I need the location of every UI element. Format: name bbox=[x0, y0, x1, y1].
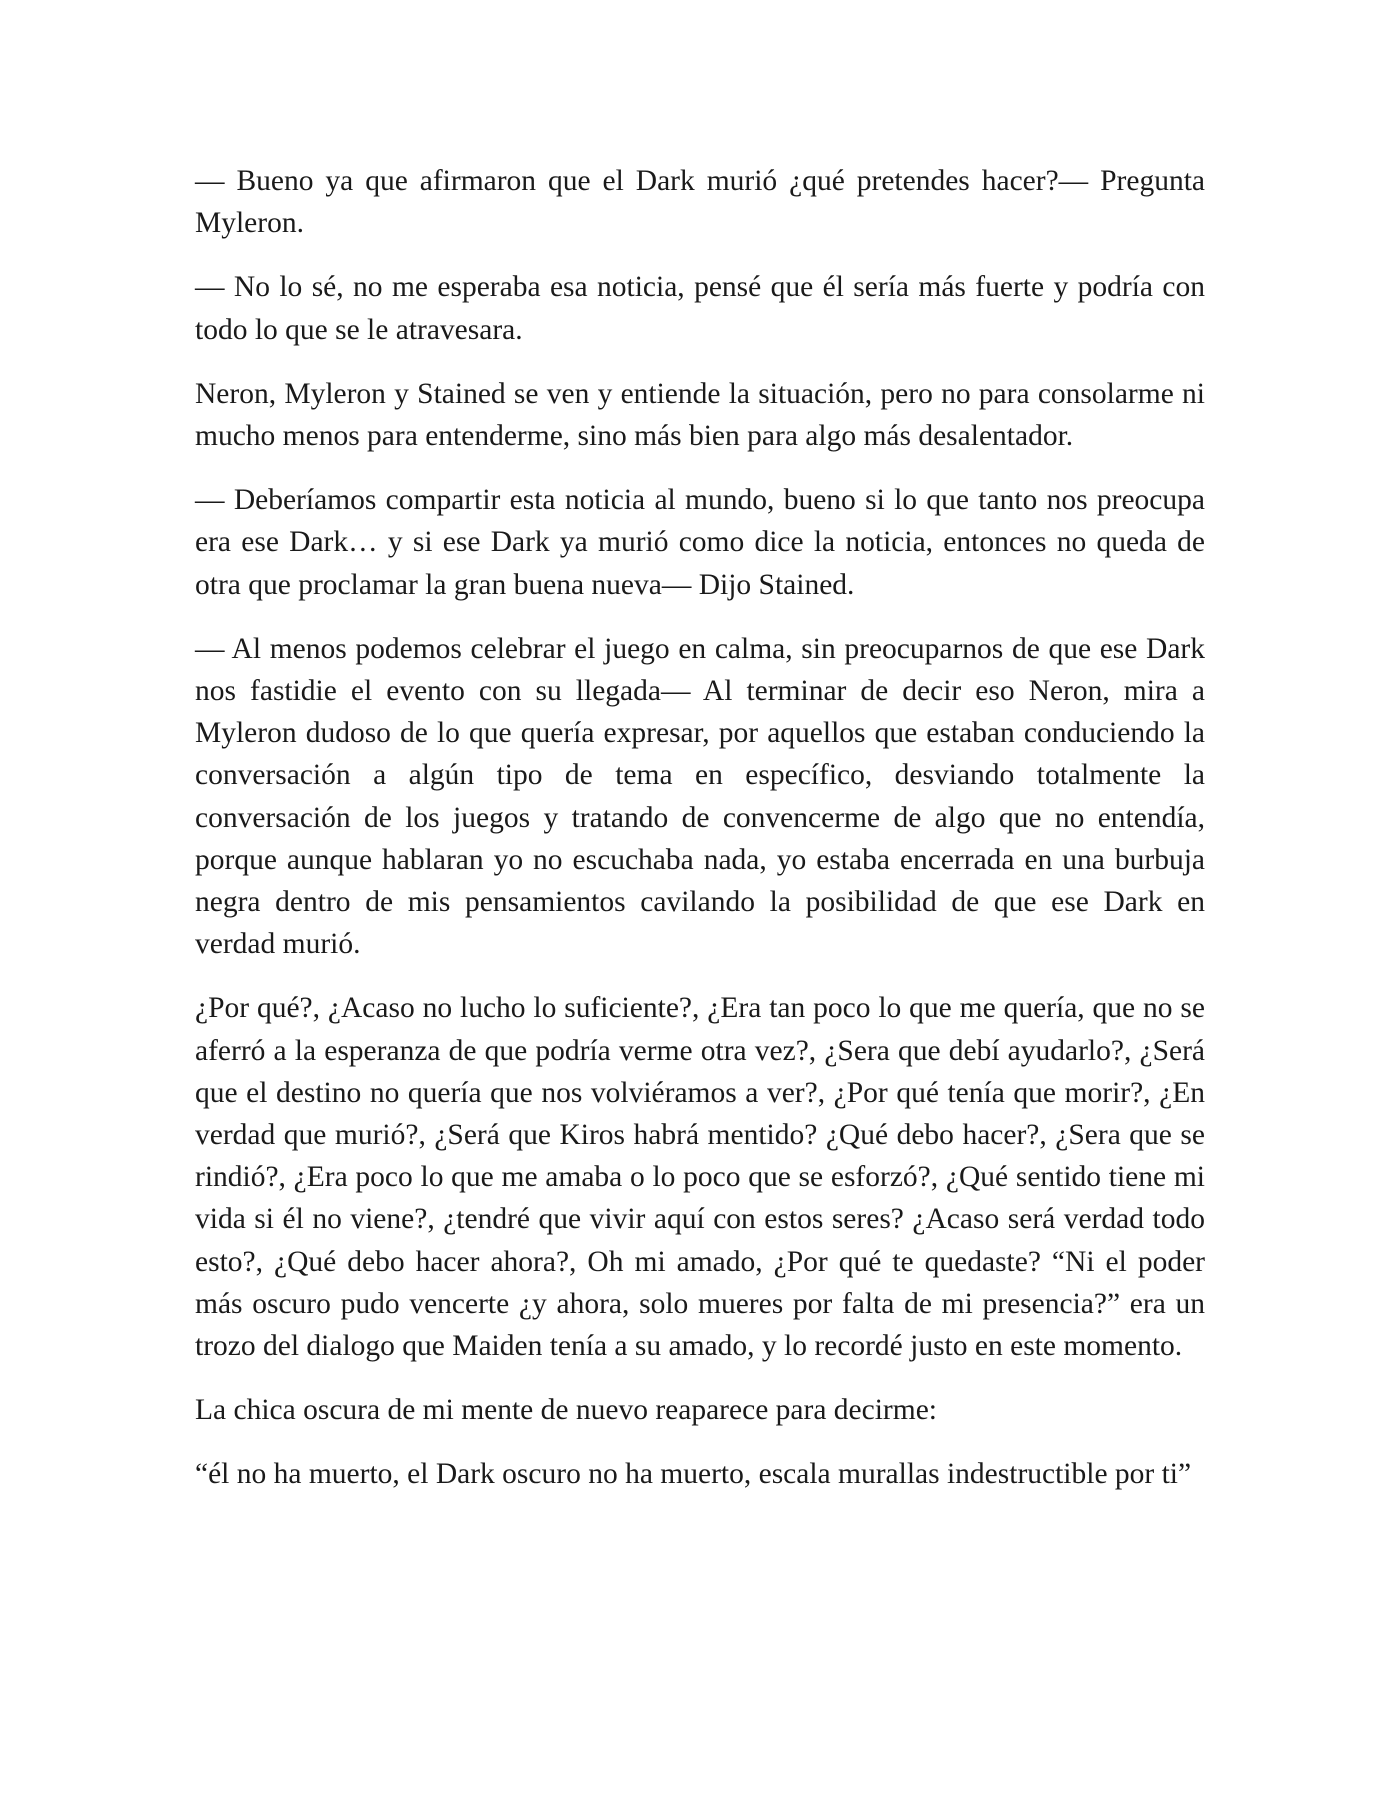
paragraph-8: “él no ha muerto, el Dark oscuro no ha muerto, escala murallas indestructible por ti” bbox=[195, 1458, 1192, 1491]
paragraph-3: Neron, Myleron y Stained se ven y entiende la situación, pero no para consolarme ni mucho menos para entenderme, sino más bien para algo más desalentador. bbox=[195, 377, 1205, 453]
document-page bbox=[195, 160, 1205, 1518]
paragraph-1: — Bueno ya que afirmaron que el Dark murió ¿qué pretendes hacer?— Pregunta Myleron. bbox=[195, 165, 1205, 240]
paragraph-2: — No lo sé, no me esperaba esa noticia, pensé que él sería más fuerte y podría con todo lo que se le atravesara. bbox=[195, 271, 1205, 346]
paragraph-7: La chica oscura de mi mente de nuevo reaparece para decirme: bbox=[195, 1394, 937, 1427]
paragraph-4: — Deberíamos compartir esta noticia al mundo, bueno si lo que tanto nos preocupa era ese Dark… y si ese Dark ya murió como dice la noticia, entonces no queda de otra que proclamar la gran buena nueva— Dijo Stained. bbox=[195, 484, 1205, 601]
paragraph-5: — Al menos podemos celebrar el juego en calma, sin preocuparnos de que ese Dark nos fastidie el evento con su llegada— Al terminar de decir eso Neron, mira a Myleron dudoso de lo que quería expresar, por aquellos que estaban conduciendo la conversación a algún tipo de tema en específico, desviando totalmente la conversación de los juegos y tratando de convencerme de algo que no entendía, porque aunque hablaran yo no escuchaba nada, yo estaba encerrada en una burbuja negra dentro de mis pensamientos cavilando la posibilidad de que ese Dark en verdad murió. bbox=[195, 632, 1205, 961]
paragraph-6: ¿Por qué?, ¿Acaso no lucho lo suficiente?, ¿Era tan poco lo que me quería, que no se aferró a la esperanza de que podría verme otra vez?, ¿Sera que debí ayudarlo?, ¿Será que el destino no quería que nos volviéramos a ver?, ¿Por qué tenía que morir?, ¿En verdad que murió?, ¿Será que Kiros habrá mentido? ¿Qué debo hacer?, ¿Sera que se rindió?, ¿Era poco lo que me amaba o lo poco que se esforzó?, ¿Qué sentido tiene mi vida si él no viene?, ¿tendré que vivir aquí con estos seres? ¿Acaso será verdad todo esto?, ¿Qué debo hacer ahora?, Oh mi amado, ¿Por qué te quedaste? “Ni el poder más oscuro pudo vencerte ¿y ahora, solo mueres por falta de mi presencia?” era un trozo del dialogo que Maiden tenía a su amado, y lo recordé justo en este momento. bbox=[195, 992, 1205, 1363]
